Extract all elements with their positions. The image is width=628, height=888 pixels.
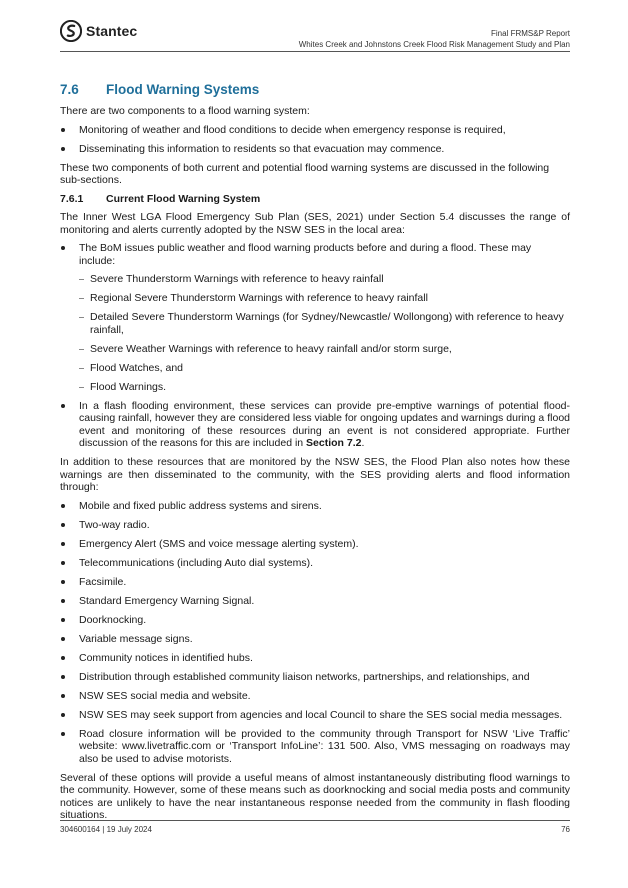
list-item: [60, 242, 570, 393]
header-divider: [60, 51, 570, 52]
list-item: Disseminating this information to residents so that evacuation may commence.: [60, 143, 570, 156]
bullet-icon: [61, 404, 65, 408]
bullet-icon: [61, 523, 65, 527]
list-item: Variable message signs.: [60, 633, 570, 646]
bullet-icon: [61, 147, 65, 151]
bom-item-text: The BoM issues public weather and flood warning products before and during a flood. These may include:: [79, 242, 532, 267]
dash-icon: [79, 368, 84, 369]
section-reference-link: Section 7.2: [306, 437, 362, 449]
bullet-icon: [61, 637, 65, 641]
subsection-heading: [60, 193, 570, 206]
bullet-icon: [61, 561, 65, 565]
stantec-logo: [60, 20, 137, 42]
dash-icon: [79, 349, 84, 350]
list-item: Community notices in identified hubs.: [60, 652, 570, 665]
subsection-intro: The Inner West LGA Flood Emergency Sub Plan (SES, 2021) under Section 5.4 discusses the range of monitoring and alerts currently adopted by the NSW SES in the local area:: [60, 211, 570, 236]
list-item: Emergency Alert (SMS and voice message alerting system).: [60, 538, 570, 551]
list-item: Severe Thunderstorm Warnings with reference to heavy rainfall: [79, 273, 570, 286]
logo-text: Stantec: [86, 23, 138, 39]
bullet-icon: [61, 246, 65, 250]
bullet-icon: [61, 732, 65, 736]
bullet-icon: [61, 656, 65, 660]
bullet-icon: [61, 580, 65, 584]
list-item: NSW SES may seek support from agencies and local Council to share the SES social media messages.: [60, 709, 570, 722]
dissemination-intro: In addition to these resources that are monitored by the NSW SES, the Flood Plan also notes how these warnings are then disseminated to the community, with the SES providing alerts and flood information through:: [60, 456, 570, 493]
report-subtitle: Whites Creek and Johnstons Creek Flood Risk Management Study and Plan: [298, 40, 570, 49]
page-header: [60, 18, 570, 52]
bullet-icon: [61, 599, 65, 603]
list-item: Facsimile.: [60, 576, 570, 589]
list-item: Flood Warnings.: [79, 381, 570, 394]
footer-divider: [60, 820, 570, 821]
stantec-logo-mark-icon: [60, 20, 82, 42]
report-title: Final FRMS&P Report: [491, 29, 570, 38]
page-number: 76: [561, 825, 570, 834]
document-reference: 304600164 | 19 July 2024: [60, 825, 152, 834]
bullet-icon: [61, 504, 65, 508]
monitoring-list: [60, 242, 570, 450]
flash-item-text: In a flash flooding environment, these services can provide pre-emptive warnings of potential flood-causing rainfall, however they are considered less viable for ongoing updates and warnings during a flood event and monitoring of these resources during an event is not considered appropriate. Further discussion of the reasons for this are included in: [79, 399, 570, 449]
bullet-icon: [61, 128, 65, 132]
list-item: Doorknocking.: [60, 614, 570, 627]
list-item: Flood Watches, and: [79, 362, 570, 375]
list-item: Detailed Severe Thunderstorm Warnings (for Sydney/Newcastle/ Wollongong) with reference to heavy rainfall,: [79, 311, 570, 336]
bom-products-list: [79, 273, 570, 393]
section-number: 7.6: [60, 82, 79, 97]
dissemination-list: [60, 500, 570, 766]
list-item: Two-way radio.: [60, 519, 570, 532]
list-item: NSW SES social media and website.: [60, 690, 570, 703]
subsection-title: Current Flood Warning System: [106, 192, 261, 205]
list-item: In a flash flooding environment, these services can provide pre-emptive warnings of potential flood-causing rainfall, however they are considered less viable for ongoing updates and warnings during a flood event and monitoring of these resources during an event is not considered appropriate. Further discussion of the reasons for this are included in Section 7.2.: [60, 400, 570, 450]
list-item: Telecommunications (including Auto dial systems).: [60, 557, 570, 570]
list-item: Severe Weather Warnings with reference to heavy rainfall and/or storm surge,: [79, 343, 570, 356]
section-heading: [60, 82, 570, 98]
section-title: Flood Warning Systems: [106, 82, 260, 97]
header-report-info: [299, 28, 570, 50]
bullet-icon: [61, 618, 65, 622]
bullet-icon: [61, 542, 65, 546]
bullet-icon: [61, 713, 65, 717]
closing-paragraph: Several of these options will provide a useful means of almost instantaneously distributing flood warnings to the community. However, some of these means such as doorknocking and social media posts and community notices are unlikely to have the near instantaneous response needed from the community in flash flooding situations.: [60, 771, 570, 821]
list-item: Mobile and fixed public address systems and sirens.: [60, 500, 570, 513]
components-list: [60, 124, 570, 156]
dash-icon: [79, 298, 84, 299]
dash-icon: [79, 279, 84, 280]
components-summary: These two components of both current and potential flood warning systems are discussed in the following sub-sections.: [60, 161, 550, 186]
bullet-icon: [61, 675, 65, 679]
page-body: [60, 82, 570, 828]
section-intro: There are two components to a flood warning system:: [60, 105, 310, 117]
subsection-number: 7.6.1: [60, 192, 84, 205]
bullet-icon: [61, 694, 65, 698]
list-item: Distribution through established community liaison networks, partnerships, and relationships, and: [60, 671, 570, 684]
list-item: Monitoring of weather and flood conditions to decide when emergency response is required,: [60, 124, 570, 137]
list-item: Standard Emergency Warning Signal.: [60, 595, 570, 608]
list-item: Regional Severe Thunderstorm Warnings with reference to heavy rainfall: [79, 292, 570, 305]
dash-icon: [79, 387, 84, 388]
list-item: Road closure information will be provided to the community through Transport for NSW ‘Live Traffic’ website: www.livetraffic.com or ‘Transport InfoLine’: 131 500. Also, VMS messaging on roadways may also be used to advise motorists.: [60, 728, 570, 766]
dash-icon: [79, 317, 84, 318]
